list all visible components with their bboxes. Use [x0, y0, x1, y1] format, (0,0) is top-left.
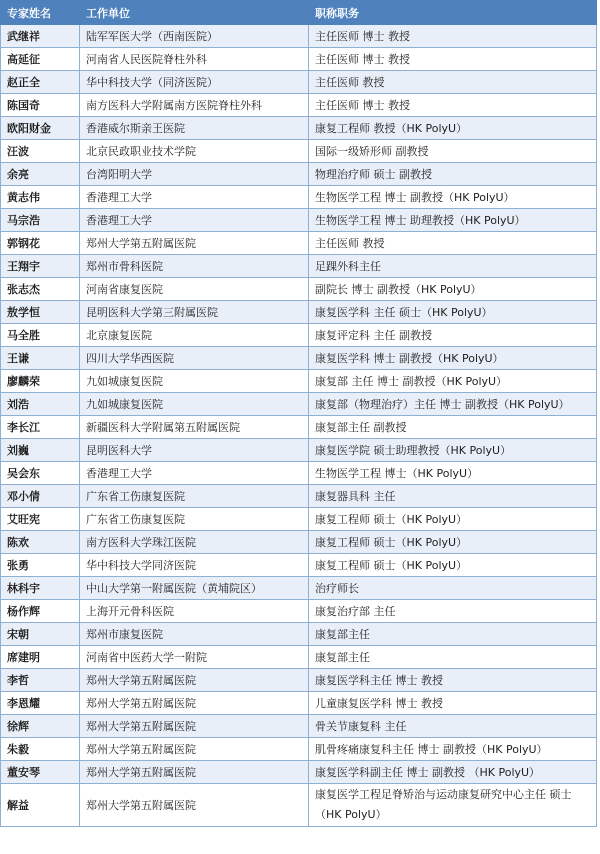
table-row: [1, 48, 597, 71]
cell-name: 席建明: [1, 646, 80, 669]
table-row: [1, 554, 597, 577]
cell-unit: 北京民政职业技术学院: [80, 140, 309, 163]
cell-unit: 上海开元骨科医院: [80, 600, 309, 623]
cell-unit: 北京康复医院: [80, 324, 309, 347]
cell-title: 康复医学工程足脊矫治与运动康复研究中心主任 硕士（HK PolyU）: [309, 784, 597, 827]
cell-unit: 郑州大学第五附属医院: [80, 232, 309, 255]
cell-unit: 香港理工大学: [80, 186, 309, 209]
cell-unit: 香港理工大学: [80, 209, 309, 232]
cell-title: 康复部 主任 博士 副教授（HK PolyU）: [309, 370, 597, 393]
table-row: [1, 738, 597, 761]
cell-name: 余亮: [1, 163, 80, 186]
cell-name: 高延征: [1, 48, 80, 71]
table-row: [1, 692, 597, 715]
header-name: 专家姓名: [1, 1, 80, 25]
table-row: [1, 600, 597, 623]
cell-name: 邓小倩: [1, 485, 80, 508]
cell-name: 马全胜: [1, 324, 80, 347]
cell-name: 杨作辉: [1, 600, 80, 623]
cell-name: 董安琴: [1, 761, 80, 784]
cell-name: 吴会东: [1, 462, 80, 485]
table-row: [1, 531, 597, 554]
cell-name: 张勇: [1, 554, 80, 577]
cell-title: 生物医学工程 博士 助理教授（HK PolyU）: [309, 209, 597, 232]
table-row: [1, 416, 597, 439]
cell-title: 生物医学工程 博士 副教授（HK PolyU）: [309, 186, 597, 209]
header-row: [1, 1, 597, 25]
cell-name: 李哲: [1, 669, 80, 692]
table-row: [1, 715, 597, 738]
table-row: [1, 163, 597, 186]
cell-unit: 九如城康复医院: [80, 393, 309, 416]
table-row: [1, 232, 597, 255]
table-body: [1, 25, 597, 827]
cell-unit: 香港威尔斯亲王医院: [80, 117, 309, 140]
cell-name: 黄志伟: [1, 186, 80, 209]
cell-unit: 广东省工伤康复医院: [80, 508, 309, 531]
cell-name: 陈欢: [1, 531, 80, 554]
cell-name: 王翔宇: [1, 255, 80, 278]
cell-name: 廖麟荣: [1, 370, 80, 393]
table-row: [1, 485, 597, 508]
cell-title: 康复工程师 硕士（HK PolyU）: [309, 508, 597, 531]
table-row: [1, 462, 597, 485]
table-row: [1, 669, 597, 692]
table-row: [1, 324, 597, 347]
cell-name: 欧阳财金: [1, 117, 80, 140]
cell-unit: 郑州大学第五附属医院: [80, 738, 309, 761]
cell-unit: 郑州大学第五附属医院: [80, 692, 309, 715]
cell-unit: 陆军军医大学（西南医院）: [80, 25, 309, 48]
cell-unit: 郑州大学第五附属医院: [80, 761, 309, 784]
table-row: [1, 301, 597, 324]
cell-title: 儿童康复医学科 博士 教授: [309, 692, 597, 715]
table-row: [1, 186, 597, 209]
cell-unit: 新疆医科大学附属第五附属医院: [80, 416, 309, 439]
cell-unit: 中山大学第一附属医院（黄埔院区）: [80, 577, 309, 600]
cell-unit: 郑州市康复医院: [80, 623, 309, 646]
cell-title: 康复医学科主任 博士 教授: [309, 669, 597, 692]
cell-name: 赵正全: [1, 71, 80, 94]
cell-title: 副院长 博士 副教授（HK PolyU）: [309, 278, 597, 301]
table-row: [1, 393, 597, 416]
table-row: [1, 71, 597, 94]
cell-name: 王谦: [1, 347, 80, 370]
cell-title: 康复医学院 硕士助理教授（HK PolyU）: [309, 439, 597, 462]
cell-name: 马宗浩: [1, 209, 80, 232]
cell-unit: 台湾阳明大学: [80, 163, 309, 186]
table-row: [1, 508, 597, 531]
cell-name: 刘浩: [1, 393, 80, 416]
cell-unit: 南方医科大学附属南方医院脊柱外科: [80, 94, 309, 117]
cell-title: 康复工程师 硕士（HK PolyU）: [309, 531, 597, 554]
cell-title: 康复治疗部 主任: [309, 600, 597, 623]
table-header: [1, 1, 597, 25]
cell-title: 康复部（物理治疗）主任 博士 副教授（HK PolyU）: [309, 393, 597, 416]
cell-unit: 广东省工伤康复医院: [80, 485, 309, 508]
cell-name: 陈国奇: [1, 94, 80, 117]
cell-name: 张志杰: [1, 278, 80, 301]
cell-name: 敖学恒: [1, 301, 80, 324]
cell-unit: 华中科技大学（同济医院）: [80, 71, 309, 94]
cell-name: 汪波: [1, 140, 80, 163]
cell-title: 足踝外科主任: [309, 255, 597, 278]
cell-title: 康复部主任 副教授: [309, 416, 597, 439]
cell-title: 肌骨疼痛康复科主任 博士 副教授（HK PolyU）: [309, 738, 597, 761]
cell-name: 宋朝: [1, 623, 80, 646]
cell-unit: 华中科技大学同济医院: [80, 554, 309, 577]
table-row: [1, 761, 597, 784]
cell-unit: 河南省中医药大学一附院: [80, 646, 309, 669]
table-row: [1, 347, 597, 370]
cell-name: 李恩耀: [1, 692, 80, 715]
table-row: [1, 646, 597, 669]
cell-unit: 郑州大学第五附属医院: [80, 784, 309, 827]
table-row: [1, 784, 597, 827]
cell-title: 康复医学科 博士 副教授（HK PolyU）: [309, 347, 597, 370]
cell-title: 康复工程师 教授（HK PolyU）: [309, 117, 597, 140]
table-row: [1, 255, 597, 278]
cell-title: 骨关节康复科 主任: [309, 715, 597, 738]
cell-name: 艾旺宪: [1, 508, 80, 531]
cell-unit: 河南省康复医院: [80, 278, 309, 301]
cell-title: 主任医师 博士 教授: [309, 48, 597, 71]
table-row: [1, 209, 597, 232]
cell-title: 康复部主任: [309, 646, 597, 669]
cell-unit: 郑州大学第五附属医院: [80, 669, 309, 692]
cell-name: 徐辉: [1, 715, 80, 738]
cell-title: 主任医师 博士 教授: [309, 94, 597, 117]
table-row: [1, 117, 597, 140]
header-unit: 工作单位: [80, 1, 309, 25]
table-row: [1, 439, 597, 462]
cell-title: 康复医学科副主任 博士 副教授 （HK PolyU）: [309, 761, 597, 784]
cell-name: 解益: [1, 784, 80, 827]
cell-title: 生物医学工程 博士（HK PolyU）: [309, 462, 597, 485]
cell-unit: 九如城康复医院: [80, 370, 309, 393]
cell-name: 武继祥: [1, 25, 80, 48]
cell-unit: 昆明医科大学第三附属医院: [80, 301, 309, 324]
cell-unit: 南方医科大学珠江医院: [80, 531, 309, 554]
table-row: [1, 140, 597, 163]
table-row: [1, 623, 597, 646]
cell-title: 康复医学科 主任 硕士（HK PolyU）: [309, 301, 597, 324]
cell-title: 康复器具科 主任: [309, 485, 597, 508]
cell-title: 治疗师长: [309, 577, 597, 600]
cell-unit: 郑州大学第五附属医院: [80, 715, 309, 738]
cell-title: 主任医师 教授: [309, 71, 597, 94]
cell-unit: 郑州市骨科医院: [80, 255, 309, 278]
cell-title: 康复部主任: [309, 623, 597, 646]
cell-name: 林科宇: [1, 577, 80, 600]
cell-name: 郭钢花: [1, 232, 80, 255]
cell-name: 朱毅: [1, 738, 80, 761]
table-row: [1, 25, 597, 48]
cell-title: 康复评定科 主任 副教授: [309, 324, 597, 347]
cell-unit: 昆明医科大学: [80, 439, 309, 462]
cell-title: 主任医师 博士 教授: [309, 25, 597, 48]
cell-title: 康复工程师 硕士（HK PolyU）: [309, 554, 597, 577]
header-title: 职称职务: [309, 1, 597, 25]
cell-name: 刘巍: [1, 439, 80, 462]
cell-unit: 四川大学华西医院: [80, 347, 309, 370]
table-row: [1, 278, 597, 301]
table-row: [1, 370, 597, 393]
cell-unit: 香港理工大学: [80, 462, 309, 485]
cell-title: 物理治疗师 硕士 副教授: [309, 163, 597, 186]
table-row: [1, 94, 597, 117]
cell-title: 主任医师 教授: [309, 232, 597, 255]
table-row: [1, 577, 597, 600]
cell-unit: 河南省人民医院脊柱外科: [80, 48, 309, 71]
cell-title: 国际一级矫形师 副教授: [309, 140, 597, 163]
cell-name: 李长江: [1, 416, 80, 439]
